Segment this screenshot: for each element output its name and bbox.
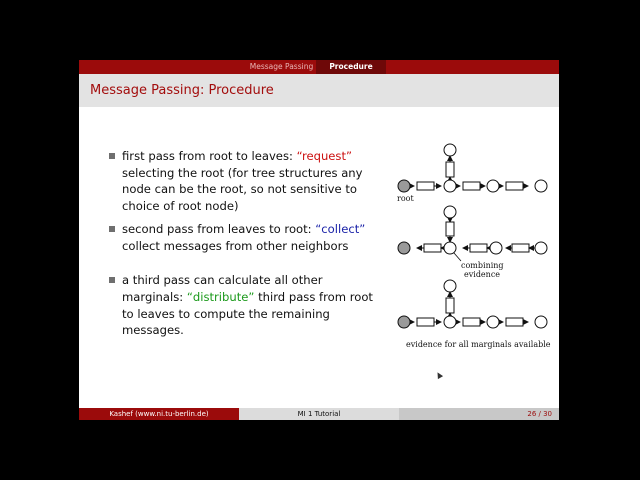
footer-course: MI 1 Tutorial xyxy=(239,408,399,420)
tree-diagram-request xyxy=(398,144,547,192)
tree-node xyxy=(535,316,547,328)
tree-node xyxy=(444,144,456,156)
tree-node xyxy=(535,180,547,192)
tree-node xyxy=(444,180,456,192)
bullet-text-after: third pass from root to leaves to compute the remaining messages. xyxy=(122,289,373,338)
bullet-text-after: collect messages from other neighbors xyxy=(122,238,349,253)
footer-author[interactable]: Kashef (www.ni.tu-berlin.de) xyxy=(79,408,239,420)
keyword-request: “request” xyxy=(296,149,353,163)
nav-subsection-procedure[interactable]: Procedure xyxy=(316,60,386,74)
tree-node xyxy=(444,242,456,254)
tree-node xyxy=(444,206,456,218)
tree-node xyxy=(490,242,502,254)
combining-label-1: combining xyxy=(461,261,504,270)
root-node xyxy=(398,316,410,328)
combining-label-2: evidence xyxy=(464,270,501,279)
tree-node xyxy=(487,316,499,328)
keyword-collect: “collect” xyxy=(315,221,366,236)
bullet-text-before: first pass from root to leaves: xyxy=(122,149,297,163)
slide xyxy=(79,60,559,420)
tree-node xyxy=(444,316,456,328)
footer xyxy=(79,408,559,420)
keyword-distribute: “distribute” xyxy=(186,289,255,304)
nav-section-message-passing[interactable]: Message Passing xyxy=(249,62,314,71)
bullet-text-after: selecting the root (for tree structures any node can be the root, so not sensitive to choice of root node) xyxy=(122,165,363,214)
slide-title: Message Passing: Procedure xyxy=(90,83,274,98)
tree-node xyxy=(535,242,547,254)
tree-diagram-distribute xyxy=(398,280,547,328)
tree-node xyxy=(487,180,499,192)
bullet-text-before: second pass from leaves to root: xyxy=(122,221,316,236)
tree-node xyxy=(444,280,456,292)
footer-page-number: 26 / 30 xyxy=(399,408,559,420)
message-passing-diagram xyxy=(79,60,559,420)
bullet-text-before: a third pass can calculate all other marginals: xyxy=(122,273,323,304)
evidence-label: evidence for all marginals available xyxy=(406,340,551,349)
root-node xyxy=(398,242,410,254)
root-node xyxy=(398,180,410,192)
tree-diagram-collect xyxy=(398,206,547,261)
root-label: root xyxy=(397,194,414,203)
